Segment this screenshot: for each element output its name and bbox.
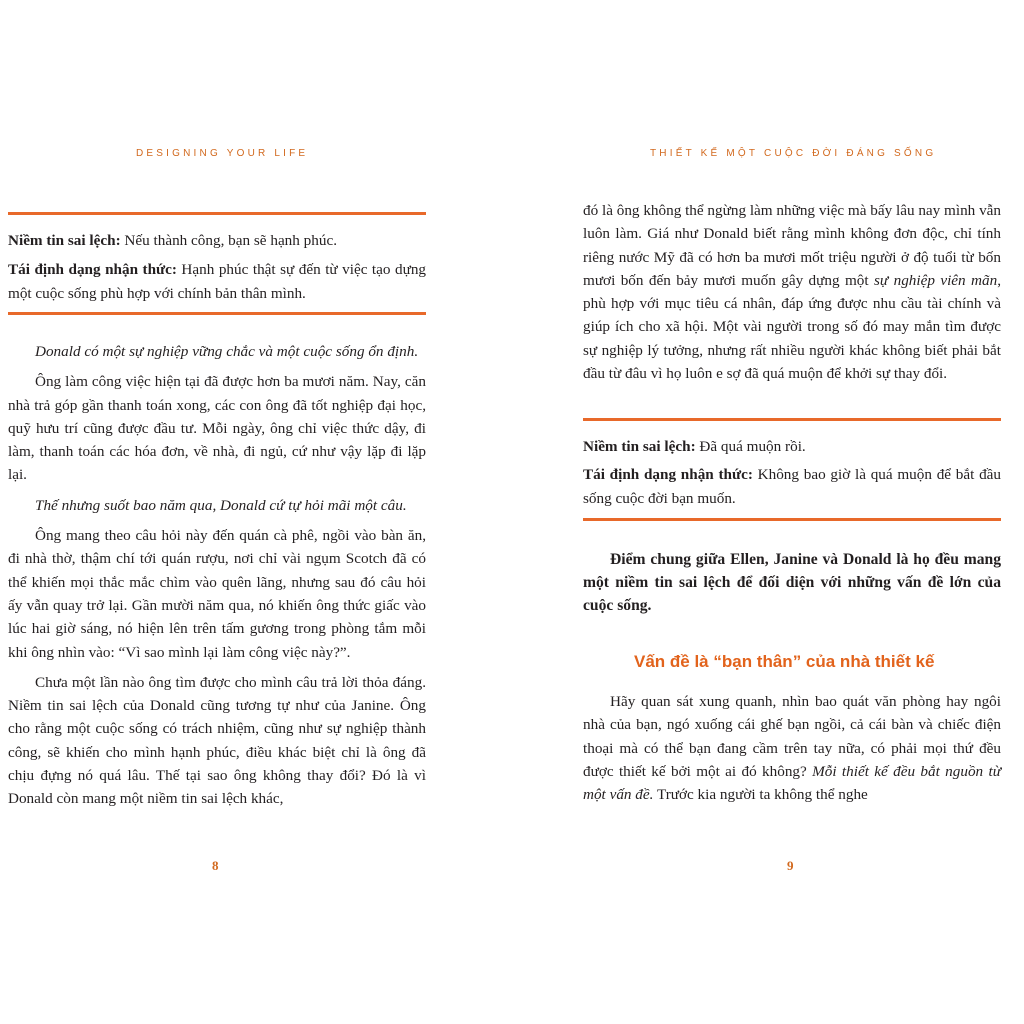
paragraph xyxy=(583,199,1001,385)
box-top-rule xyxy=(583,418,1001,421)
right-top-paragraph-block xyxy=(583,199,1001,392)
reframe-line xyxy=(583,463,1001,511)
paragraph: Donald có một sự nghiệp vững chắc và một cuộc sống ổn định. xyxy=(35,343,419,360)
false-belief-text: Nếu thành công, bạn sẽ hạnh phúc. xyxy=(120,232,337,249)
box-bottom-rule xyxy=(8,312,426,315)
left-body-text xyxy=(8,340,426,818)
running-head-left: DESIGNING YOUR LIFE xyxy=(136,148,309,159)
paragraph: Thế nhưng suốt bao năm qua, Donald cứ tự hỏi mãi một câu. xyxy=(35,496,407,514)
paragraph: Ông làm công việc hiện tại đã được hơn ba mươi năm. Nay, căn nhà trả góp gần thanh toán xong, các con ông đã tốt nghiệp đại học, quỹ hưu trí cũng được đầu tư. Mỗi ngày, ông chỉ việc thức dậy, đi làm, thanh toán các hóa đơn, về nhà, đi ngủ, cứ như vậy lặp đi lặp lại. xyxy=(8,373,426,484)
paragraph: Chưa một lần nào ông tìm được cho mình câu trả lời thỏa đáng. Niềm tin sai lệch của Donald cũng tương tự như của Janine. Ông cho rằng một cuộc sống có trách nhiệm, cũng như sự nghiệp thành công, sẽ khiến cho mình hạnh phúc, điều khác biệt chỉ là ông đã chịu đựng nó quá lâu. Thế tại sao ông không thay đổi? Đó là vì Donald còn mang một niềm tin sai lệch khác, xyxy=(8,673,426,808)
right-page xyxy=(512,0,1024,1024)
reframe-label: Tái định dạng nhận thức: xyxy=(583,466,753,483)
box-top-rule xyxy=(8,212,426,215)
reframe-text: Không bao giờ là quá muộn để bắt đầu sống cuộc đời bạn muốn. xyxy=(583,466,1001,507)
reframe-text: Hạnh phúc thật sự đến từ việc tạo dựng một cuộc sống phù hợp với chính bản thân mình. xyxy=(8,261,427,302)
false-belief-line xyxy=(583,435,1001,459)
paragraph-text: , phù hợp với mục tiêu cá nhân, đáp ứng được nhu cầu tài chính và giúp ích cho xã hội. Một vài người trong số đó may mắn tìm được sự nghiệp lý tưởng, nhưng rất nhiều người khác không biết phải bắt đầu từ đâu vì họ luôn e sợ đã quá muộn để khởi sự thay đổi. xyxy=(583,271,1001,383)
false-belief-line xyxy=(8,229,426,253)
paragraph: Ông mang theo câu hỏi này đến quán cà phê, ngồi vào bàn ăn, đi nhà thờ, thậm chí tới quán rượu, nơi chỉ vài ngụm Scotch đã có thể khiến mọi thắc mắc chìm vào quên lãng, nhưng sau đó câu hỏi ấy vẫn quay trở lại. Gần mười năm qua, nó khiến ông thức giấc vào lúc hai giờ sáng, nó hiện lên trên tấm gương trong phòng tắm mỗi khi ông nhìn vào: “Vì sao mình lại làm công việc này?”. xyxy=(8,527,426,661)
false-belief-label: Niềm tin sai lệch: xyxy=(583,438,696,455)
summary-statement: Điểm chung giữa Ellen, Janine và Donald là họ đều mang một niềm tin sai lệch để đối diện với những vấn đề lớn của cuộc sống. xyxy=(583,551,1001,614)
paragraph xyxy=(583,690,1001,806)
page-number-left: 8 xyxy=(212,858,219,873)
reframe-label: Tái định dạng nhận thức: xyxy=(8,261,177,278)
page-number-right: 9 xyxy=(787,858,794,873)
box-bottom-rule xyxy=(583,518,1001,521)
section-title: Vấn đề là “bạn thân” của nhà thiết kế xyxy=(634,652,935,671)
emphasis-text: Mỗi thiết kế đều bắt nguồn từ một vấn đề. xyxy=(583,762,1001,804)
running-head-right: THIẾT KẾ MỘT CUỘC ĐỜI ĐÁNG SỐNG xyxy=(650,148,937,159)
false-belief-label: Niềm tin sai lệch: xyxy=(8,232,121,249)
paragraph-text: Trước kia người ta không thể nghe xyxy=(653,786,868,804)
paragraph-text: đó là ông không thể ngừng làm những việc mà bấy lâu nay mình vẫn luôn làm. Giá như Donald biết rằng mình không đơn độc, chỉ tính riêng nước Mỹ đã có hơn ba mươi mốt triệu người ở độ tuổi từ bốn mươi bốn đến bảy mươi muốn gây dựng một xyxy=(583,202,1002,289)
false-belief-text: Đã quá muộn rồi. xyxy=(695,438,806,455)
reframe-line xyxy=(8,258,426,306)
emphasis-text: sự nghiệp viên mãn xyxy=(874,271,998,289)
right-bottom-paragraph-block xyxy=(583,690,1001,813)
paragraph-text: Hãy quan sát xung quanh, nhìn bao quát văn phòng hay ngôi nhà của bạn, ngó xuống cái ghế bạn ngồi, cả cái bàn và chiếc điện thoại mà có thể bạn đang cầm trên tay nữa, có phải mọi thứ đều được thiết kế bởi một ai đó không? xyxy=(583,693,1001,780)
